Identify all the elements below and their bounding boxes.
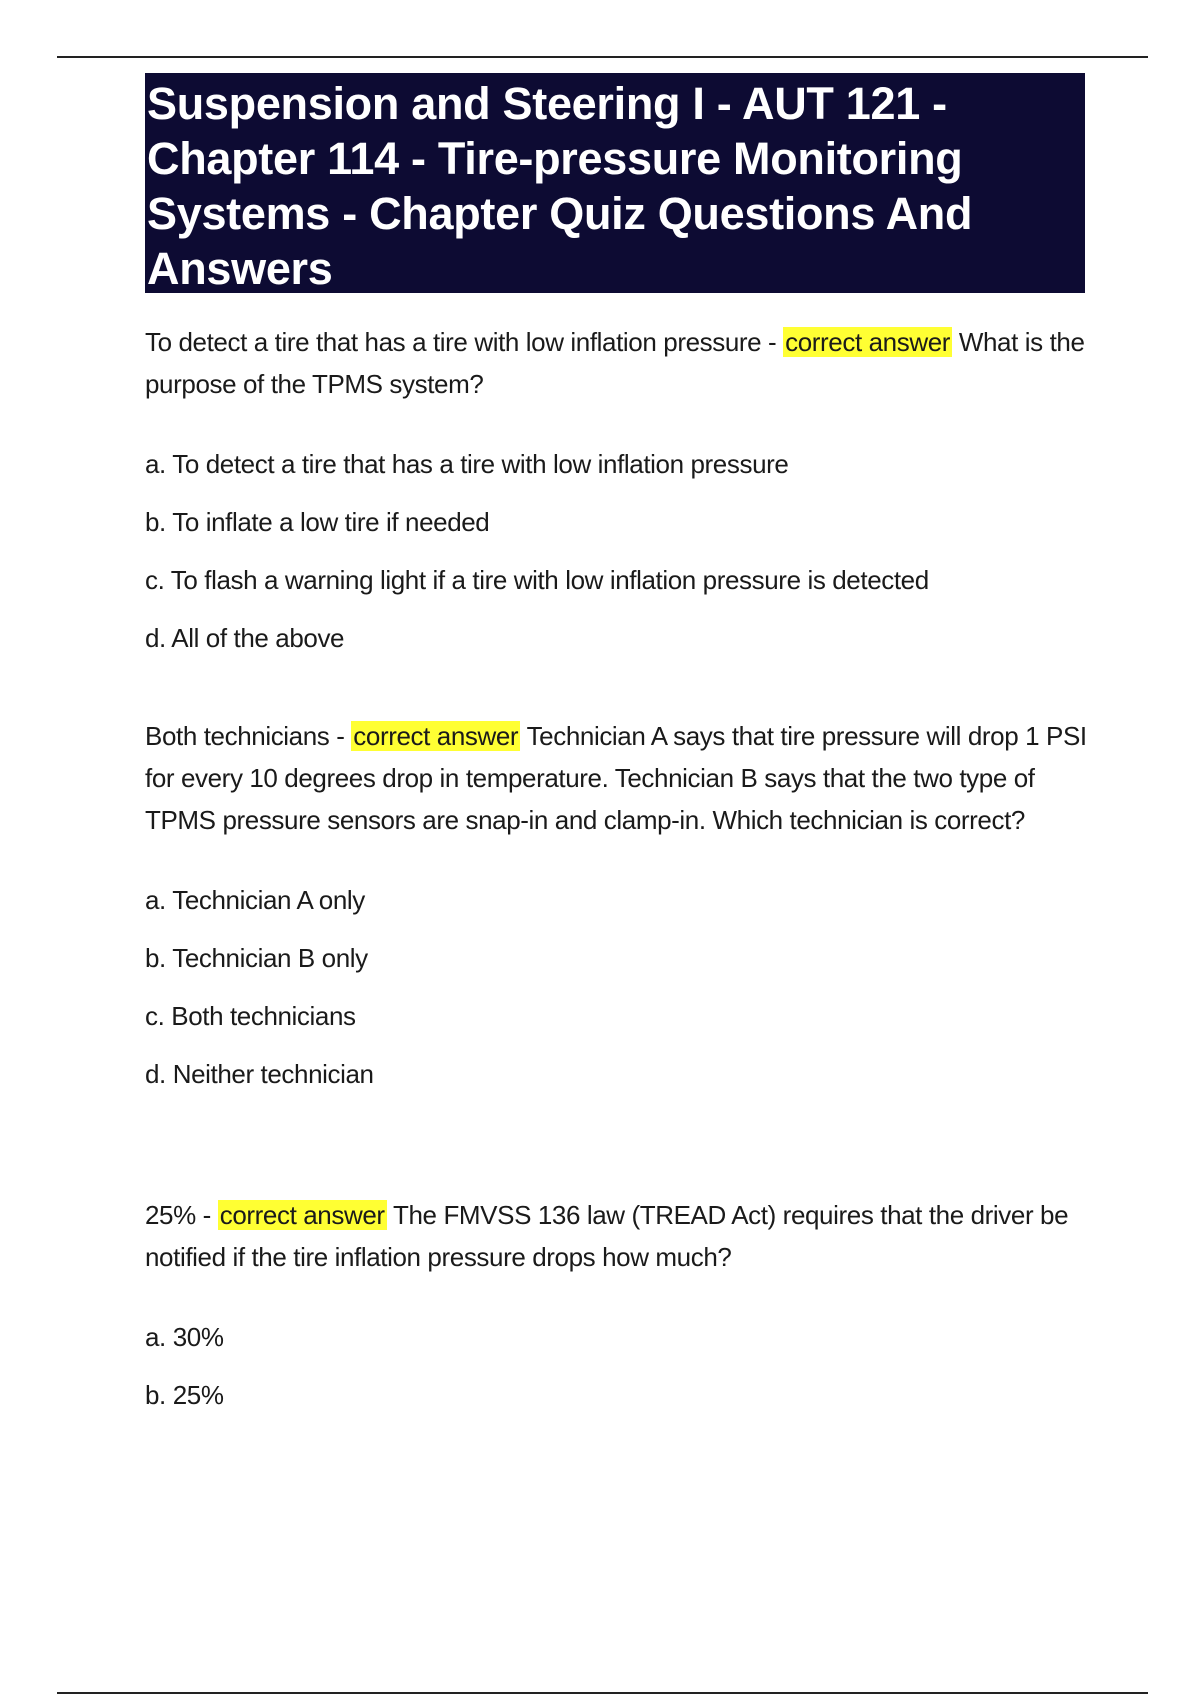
correct-answer-highlight: correct answer: [219, 1200, 385, 1230]
question-text: The FMVSS 136 law (TREAD Act) requires that the driver be notified if the tire inflation pressure drops how much?: [145, 1200, 1069, 1272]
answer-text: 25% -: [145, 1200, 218, 1230]
question-stem: [145, 715, 1090, 841]
answer-text: To detect a tire that has a tire with low inflation pressure -: [145, 327, 784, 357]
option: b. Technician B only: [145, 943, 368, 973]
question-block-1: [145, 321, 1090, 651]
question-stem: [145, 321, 1090, 405]
answer-text: Both technicians -: [145, 721, 352, 751]
option: c. Both technicians: [145, 1001, 356, 1031]
question-text: What is the purpose of the TPMS system?: [145, 327, 1085, 399]
option: a. To detect a tire that has a tire with low inflation pressure: [145, 449, 789, 479]
option: d. All of the above: [145, 623, 345, 653]
option: b. 25%: [145, 1380, 224, 1410]
option: b. To inflate a low tire if needed: [145, 507, 490, 537]
top-rule: [57, 56, 1148, 58]
option: a. 30%: [145, 1322, 224, 1352]
bottom-rule: [57, 1692, 1148, 1694]
option: a. Technician A only: [145, 885, 365, 915]
question-block-3: [145, 1194, 1090, 1408]
correct-answer-highlight: correct answer: [785, 327, 951, 357]
option: d. Neither technician: [145, 1059, 374, 1089]
option: c. To flash a warning light if a tire with low inflation pressure is detected: [145, 565, 929, 595]
question-block-2: [145, 715, 1090, 1087]
question-stem: [145, 1194, 1090, 1278]
correct-answer-highlight: correct answer: [353, 721, 519, 751]
document-title: Suspension and Steering I - AUT 121 - Chapter 114 - Tire-pressure Monitoring Systems - Chapter Quiz Questions And Answers: [145, 73, 1085, 293]
question-text: Technician A says that tire pressure will drop 1 PSI for every 10 degrees drop in temperature. Technician B says that the two type of TPMS pressure sensors are snap-in and clamp-in. Which technician is correct?: [145, 721, 1087, 835]
